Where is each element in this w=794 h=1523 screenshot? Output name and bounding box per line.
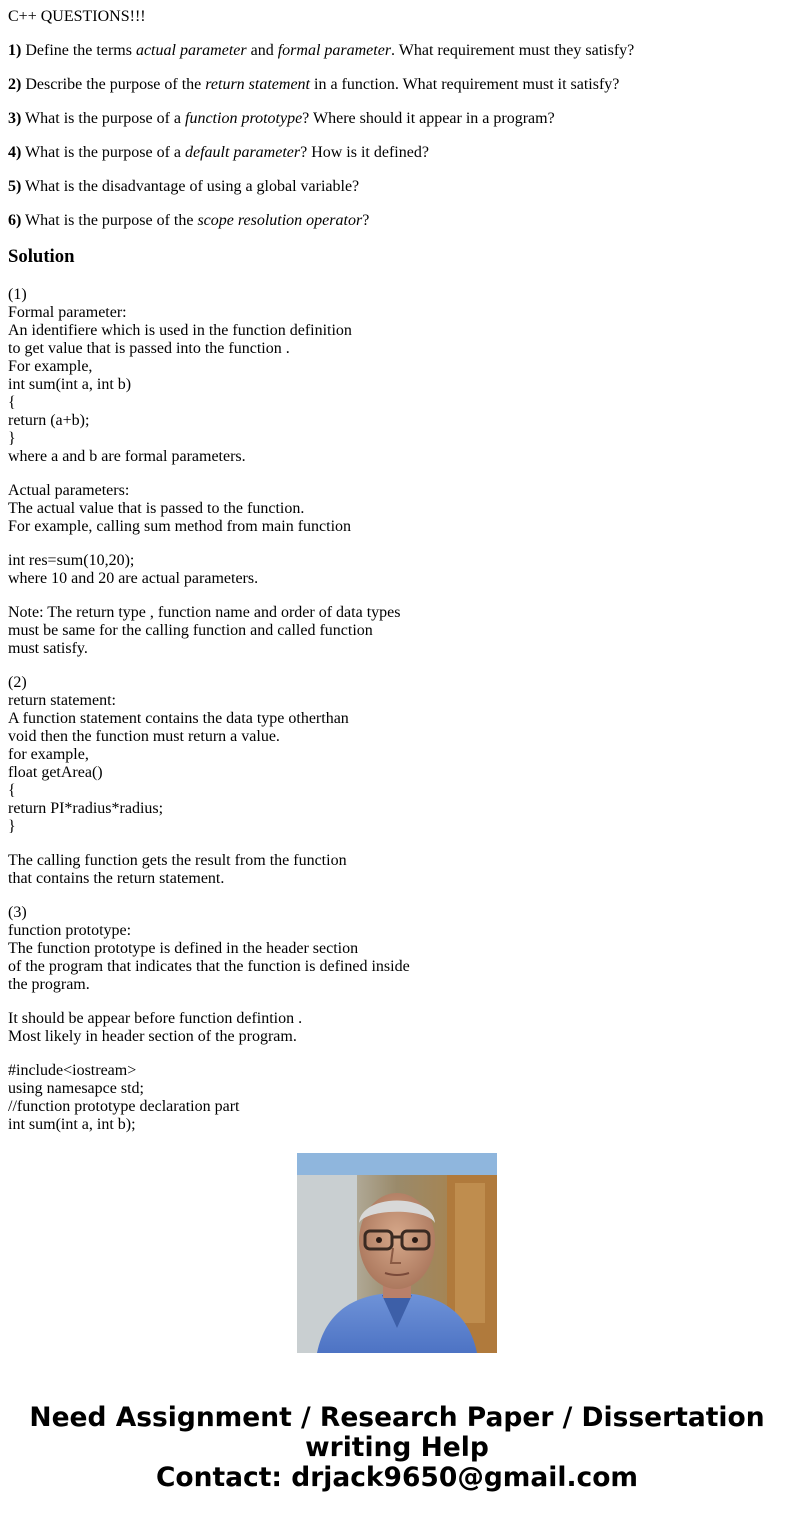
solution-line: int res=sum(10,20); xyxy=(8,552,135,569)
question-number: 3) xyxy=(8,110,22,127)
solution-line: where 10 and 20 are actual parameters. xyxy=(8,570,259,587)
question-text: What is the disadvantage of using a global variable? xyxy=(25,178,360,195)
solution-line: It should be appear before function defintion . xyxy=(8,1010,303,1027)
promo-line-2: writing Help xyxy=(305,1432,489,1463)
solution-line: int sum(int a, int b); xyxy=(8,1116,136,1133)
question-number: 4) xyxy=(8,144,22,161)
solution-line: #include<iostream> xyxy=(8,1062,137,1079)
solution-line: return statement: xyxy=(8,692,116,709)
solution-block xyxy=(8,1062,788,1134)
solution-line: For example, xyxy=(8,358,93,375)
solution-block xyxy=(8,552,788,588)
solution-block xyxy=(8,286,788,466)
question-list xyxy=(8,42,788,230)
solution-block xyxy=(8,904,788,994)
solution-line: Note: The return type , function name and order of data types xyxy=(8,604,401,621)
question-text: What is the purpose of the xyxy=(25,212,198,229)
solution-line: { xyxy=(8,394,16,411)
question-term: formal parameter xyxy=(277,42,392,59)
question-6 xyxy=(8,212,788,230)
solution-line: function prototype: xyxy=(8,922,132,939)
solution-line: for example, xyxy=(8,746,89,763)
solution-line: (1) xyxy=(8,286,27,303)
solution-line: void then the function must return a value. xyxy=(8,728,280,745)
solution-line: } xyxy=(8,430,16,447)
solution-line: of the program that indicates that the function is defined inside xyxy=(8,958,410,975)
solution-line: For example, calling sum method from main function xyxy=(8,518,352,535)
solution-line: The function prototype is defined in the header section xyxy=(8,940,359,957)
solution-line: A function statement contains the data type otherthan xyxy=(8,710,349,727)
question-2 xyxy=(8,76,788,94)
solution-line: The actual value that is passed to the function. xyxy=(8,500,305,517)
page-heading: C++ QUESTIONS!!! xyxy=(8,8,146,25)
question-number: 1) xyxy=(8,42,22,59)
question-term: function prototype xyxy=(185,110,303,127)
solution-block xyxy=(8,604,788,658)
question-1 xyxy=(8,42,788,60)
question-term: scope resolution operator xyxy=(197,212,363,229)
solution-line: using namesapce std; xyxy=(8,1080,144,1097)
author-photo xyxy=(297,1153,497,1353)
question-term: actual parameter xyxy=(135,42,247,59)
question-text: ? Where should it appear in a program? xyxy=(302,110,555,127)
promo-contact: Contact: drjack9650@gmail.com xyxy=(155,1462,639,1493)
question-text: . What requirement must they satisfy? xyxy=(391,42,635,59)
solution-line: where a and b are formal parameters. xyxy=(8,448,246,465)
question-number: 5) xyxy=(8,178,22,195)
solution-line: Most likely in header section of the program. xyxy=(8,1028,297,1045)
solution-line: float getArea() xyxy=(8,764,103,781)
solution-line: must satisfy. xyxy=(8,640,88,657)
solution-line: Formal parameter: xyxy=(8,304,127,321)
question-term: return statement xyxy=(205,76,310,93)
question-number: 2) xyxy=(8,76,22,93)
promo-line-1: Need Assignment / Research Paper / Dissertation xyxy=(29,1402,765,1433)
solution-block xyxy=(8,674,788,836)
question-text: Describe the purpose of the xyxy=(25,76,206,93)
solution-body xyxy=(8,286,788,1134)
solution-line: (3) xyxy=(8,904,27,921)
solution-block xyxy=(8,1010,788,1046)
question-5 xyxy=(8,178,788,196)
solution-line: to get value that is passed into the function . xyxy=(8,340,290,357)
author-avatar xyxy=(297,1153,497,1353)
document-content xyxy=(8,8,788,1133)
solution-block xyxy=(8,852,788,888)
solution-line: } xyxy=(8,818,16,835)
question-number: 6) xyxy=(8,212,22,229)
solution-line: int sum(int a, int b) xyxy=(8,376,132,393)
solution-title: Solution xyxy=(8,246,75,267)
solution-line: //function prototype declaration part xyxy=(8,1098,240,1115)
question-4 xyxy=(8,144,788,162)
question-text: ? How is it defined? xyxy=(300,144,429,161)
solution-line: The calling function gets the result from the function xyxy=(8,852,347,869)
solution-line: that contains the return statement. xyxy=(8,870,225,887)
question-text: What is the purpose of a xyxy=(25,144,185,161)
solution-line: return PI*radius*radius; xyxy=(8,800,164,817)
question-text: and xyxy=(246,42,278,59)
solution-block xyxy=(8,482,788,536)
question-3 xyxy=(8,110,788,128)
solution-line: { xyxy=(8,782,16,799)
solution-line: Actual parameters: xyxy=(8,482,130,499)
question-text: What is the purpose of a xyxy=(25,110,185,127)
solution-line: the program. xyxy=(8,976,90,993)
solution-line: must be same for the calling function and called function xyxy=(8,622,373,639)
question-term: default parameter xyxy=(185,144,301,161)
solution-line: return (a+b); xyxy=(8,412,90,429)
question-text: ? xyxy=(362,212,370,229)
question-text: in a function. What requirement must it satisfy? xyxy=(310,76,620,93)
promo-footer xyxy=(0,1403,794,1493)
question-text: Define the terms xyxy=(25,42,136,59)
solution-line: An identifiere which is used in the function definition xyxy=(8,322,352,339)
solution-line: (2) xyxy=(8,674,27,691)
